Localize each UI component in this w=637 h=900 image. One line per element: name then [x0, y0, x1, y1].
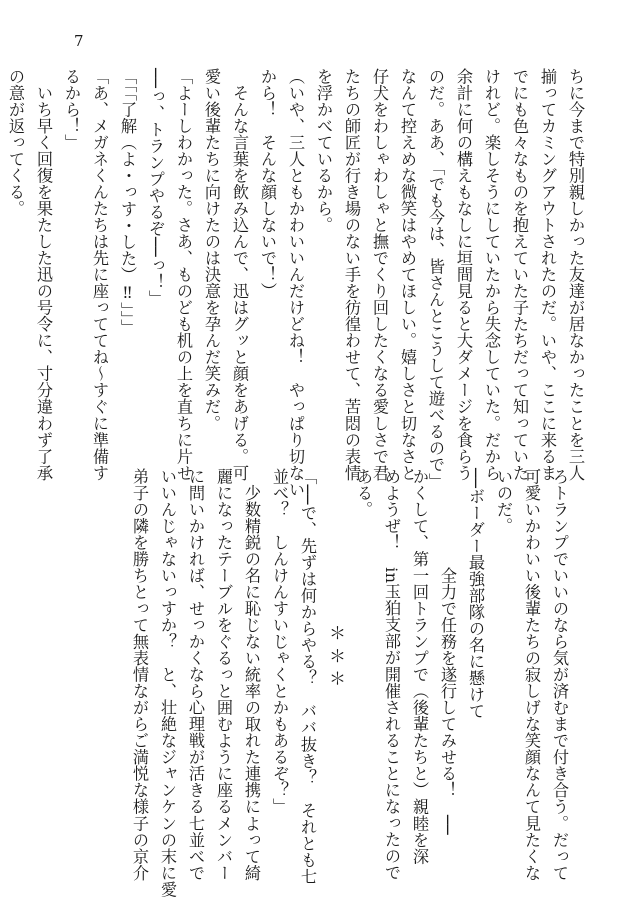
text-line: 「──で、先ずは何からやる？ ババ抜き？ それとも七 — [298, 468, 317, 885]
text-line: 麗になったテーブルをぐるっと囲むように座るメンバー — [214, 468, 233, 882]
text-line: 全力で任務を遂行してみせる！ ── — [438, 566, 457, 835]
lower-text-block — [125, 468, 573, 898]
text-line: 仔犬をわしゃわしゃと撫でくり回したくなる愛しさで君 — [370, 68, 389, 482]
scene-break: ＊＊＊ — [325, 623, 345, 693]
text-line: けれど。楽しそうにしていたから失念していた。だから — [482, 68, 501, 482]
text-line: めようぜ！ in玉狛支部が開催されることになったので — [382, 468, 401, 881]
page-number: 7 — [74, 32, 84, 50]
text-line: 余計に何の構えもなしに垣間見ると大ダメージを食らう — [454, 68, 473, 482]
text-line: かくして、第一回トランプで（後輩たちと）親睦を深 — [410, 468, 429, 865]
text-line: たちの師匠が行き場のない手を彷徨わせて、苦悶の表情 — [342, 68, 361, 482]
text-line — [0, 68, 1, 453]
text-line: いち早く回復を果たした迅の号令に、寸分違わず了承 — [34, 68, 53, 482]
text-line: 「「「了解（よ・っす・した）‼」」」 — [118, 68, 137, 336]
text-line: を浮かべているから。 — [314, 68, 333, 234]
text-line: ちに今まで特別親しかった友達が居なかったことを三人 — [566, 68, 585, 482]
text-line: ろトランプでいいのなら気が済むまで付き合う。だって — [550, 468, 569, 882]
text-line: の意が返ってくる。 — [6, 68, 25, 217]
text-line: 弟子の隣を勝ちとって無表情ながらご満悦な様子の京介 — [130, 468, 149, 882]
text-line: 愛い後輩たちに向けたのは決意を孕んだ笑みだ。 — [202, 68, 221, 432]
text-line: から！ そんな顔しないで！） — [258, 68, 277, 300]
text-line: 揃ってカミングアウトされたのだ。いや、ここに来るま — [538, 68, 557, 482]
text-line: 少数精鋭の名に恥じない統率の取れた連携によって綺 — [242, 468, 261, 882]
text-line: 「あ、メガネくんたちは先に座っててね～すぐに準備す — [90, 68, 109, 482]
text-line: いのだ。 — [494, 468, 513, 535]
text-line: （いや、三人ともかわいいんだけどね！ やっぱり切ない — [286, 68, 305, 498]
text-line: のだ。ああ、「でも今は、皆さんとこうして遊べるので」 — [426, 68, 445, 490]
text-line: ──ボーダー最強部隊の名に懸けて — [466, 468, 485, 720]
text-line: 並べ？ しんけんすいじゃくとかもあるぞ？」 — [270, 468, 289, 816]
text-line: そんな言葉を飲み込んで、迅はグッと顔をあげる。可 — [230, 68, 249, 482]
text-line: ──っ、トランプやるぞ──っ！」 — [146, 68, 165, 307]
text-line: でにも色々なものを抱えていた子たちだって知っていた — [510, 68, 529, 482]
text-line: るから！」 — [62, 68, 81, 151]
text-line: いいんじゃないっすか？ と、壮絶なジャンケンの末に愛 — [158, 468, 177, 898]
text-line: ある。 — [354, 468, 373, 518]
text-line: なんて控えめな微笑はやめてほしい。嬉しさと切なさと — [398, 68, 417, 482]
text-line: 「よーしわかった。さあ、ものども机の上を直ちに片せ — [174, 68, 193, 482]
text-line: に問いかければ、せっかくなら心理戦が活きる七並べで — [186, 468, 205, 882]
text-line: 可愛いかわいい後輩たちの寂しげな笑顔なんて見たくな — [522, 468, 541, 882]
